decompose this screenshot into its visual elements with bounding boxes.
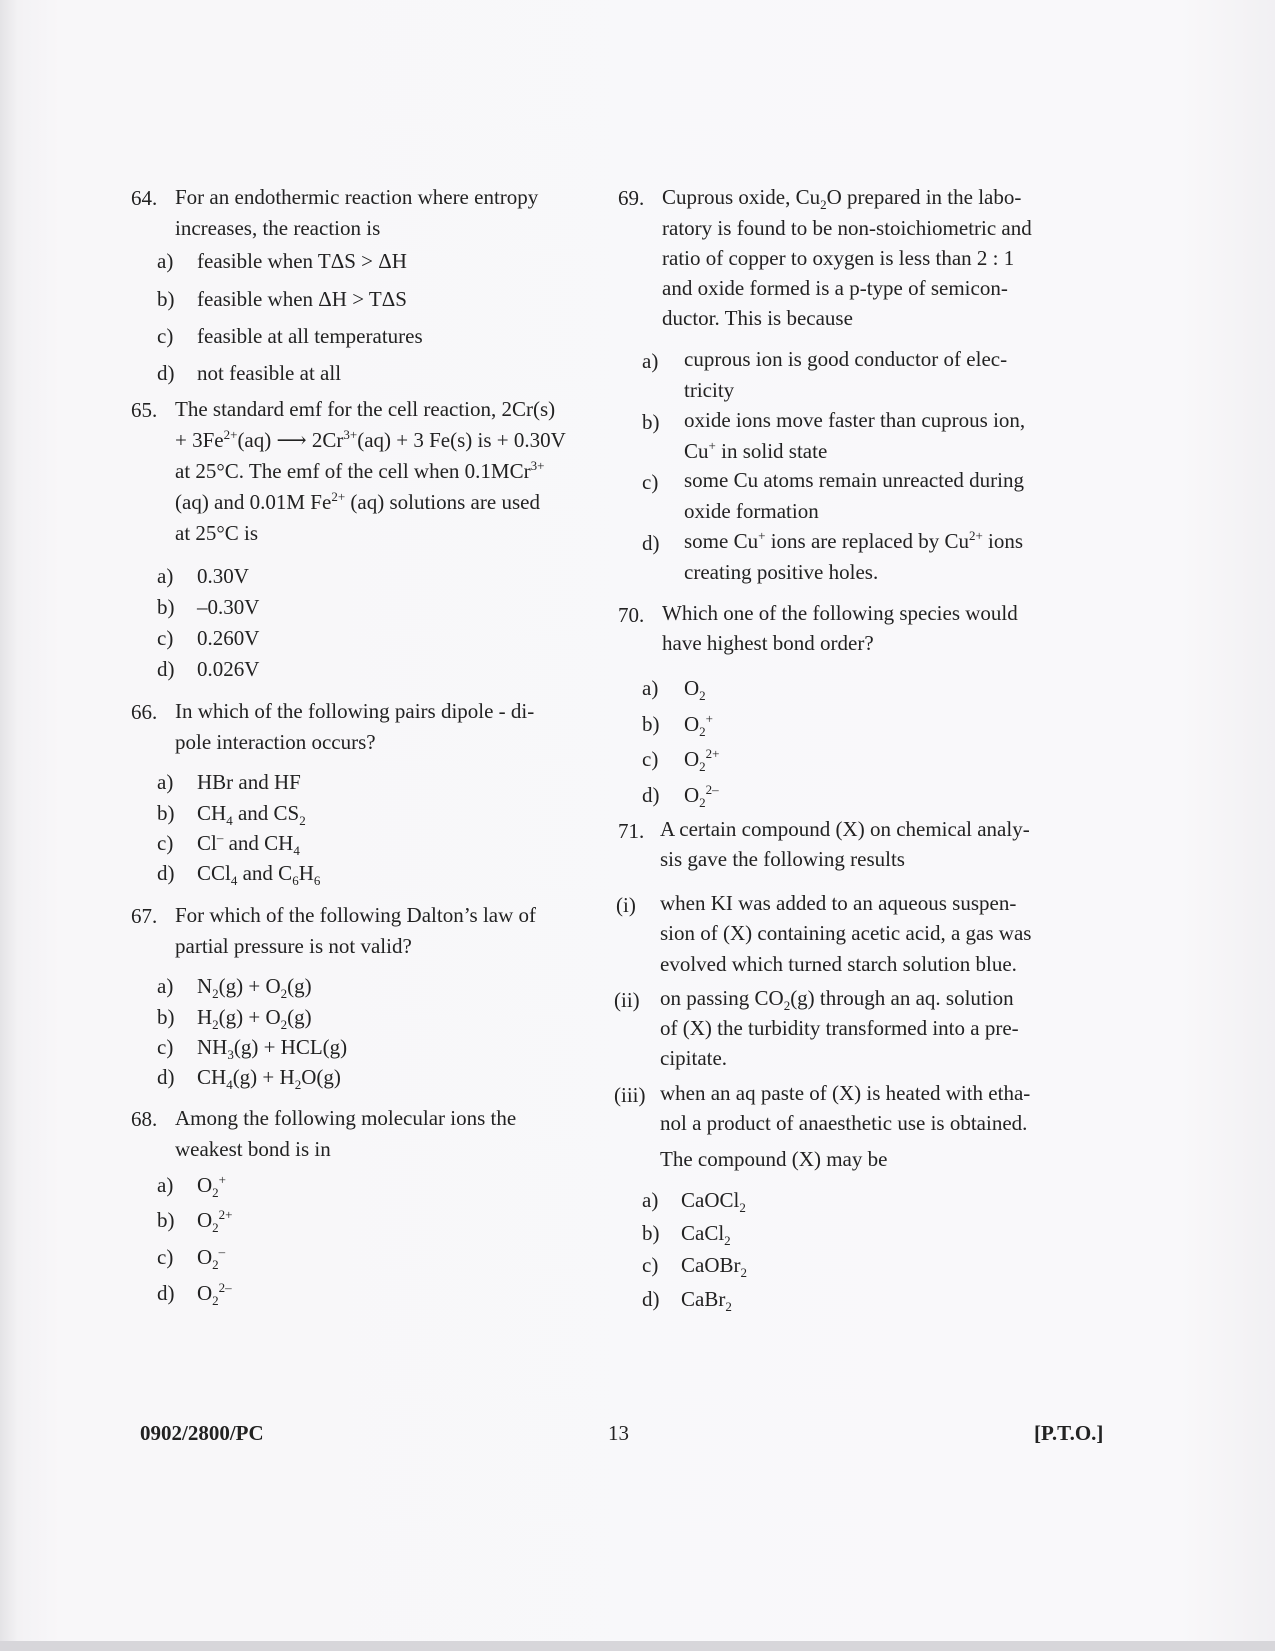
- option-label: d): [157, 361, 175, 385]
- option-text: not feasible at all: [197, 361, 342, 385]
- sub-item-text: on passing $CO_2(g)$ through an aq. solution: [660, 986, 1014, 1014]
- question-text: pole interaction occurs?: [175, 730, 376, 754]
- option-label: b): [157, 287, 175, 311]
- question-text: For which of the following Dalton’s law of: [175, 903, 537, 927]
- option-text: feasible at all temperatures: [197, 324, 423, 348]
- question-number: 67.: [131, 904, 158, 928]
- question-text: In which of the following pairs dipole - di-: [175, 699, 535, 723]
- option-label: b): [157, 1005, 175, 1029]
- question-text: have highest bond order?: [662, 631, 874, 655]
- option-text: HBr and HF: [197, 770, 301, 794]
- question-number: 70.: [618, 603, 645, 627]
- sub-item-label: (ii): [614, 988, 640, 1012]
- option-label: d): [642, 783, 660, 807]
- option-label: a): [157, 1173, 174, 1197]
- option-text: $O_2^{2-}$: [197, 1280, 232, 1309]
- option-text: Cu+ in solid state: [684, 438, 828, 463]
- option-text: $CH_4$ and $CS_2$: [197, 801, 306, 829]
- option-text: CaCl$_2$: [681, 1221, 731, 1249]
- question-number: 65.: [131, 398, 158, 422]
- question-text: For an endothermic reaction where entropy: [175, 185, 539, 209]
- option-label: c): [642, 747, 659, 771]
- option-text: $H_2(g) + O_2(g)$: [197, 1005, 312, 1033]
- question-text: (aq) and 0.01M $Fe^{2+}$ (aq) solutions are used: [175, 489, 540, 514]
- option-text: CaOBr$_2$: [681, 1253, 747, 1281]
- please-turn-over: [P.T.O.]: [1034, 1421, 1104, 1445]
- option-label: d): [157, 1281, 175, 1305]
- option-label: b): [642, 410, 660, 434]
- option-text: feasible when ΔH > TΔS: [197, 287, 407, 311]
- question-text: at 25°C. The emf of the cell when 0.1MCr$^{3+}$: [175, 458, 545, 483]
- option-label: b): [642, 712, 660, 736]
- sub-item-text: cipitate.: [660, 1046, 728, 1070]
- option-label: c): [642, 1253, 659, 1277]
- option-label: c): [642, 470, 659, 494]
- option-label: c): [157, 1245, 174, 1269]
- option-text: cuprous ion is good conductor of elec-: [684, 347, 1008, 371]
- option-text: –0.30V: [197, 595, 260, 619]
- question-text: sis gave the following results: [660, 847, 905, 871]
- option-text: $O_2$: [684, 676, 706, 704]
- sub-item-text: sion of (X) containing acetic acid, a gas was: [660, 921, 1032, 945]
- question-number: 68.: [131, 1107, 158, 1131]
- option-text: 0.260V: [197, 626, 260, 650]
- option-label: a): [642, 676, 659, 700]
- option-text: CaOCl$_2$: [681, 1188, 746, 1216]
- option-text: 0.026V: [197, 657, 260, 681]
- sub-item-text: nol a product of anaesthetic use is obtained.: [660, 1111, 1028, 1135]
- option-text: $O_2^-$: [197, 1244, 226, 1273]
- option-text: CaBr$_2$: [681, 1287, 732, 1315]
- sub-item-text: evolved which turned starch solution blue.: [660, 952, 1017, 976]
- question-text: The standard emf for the cell reaction, 2Cr(s): [175, 397, 556, 421]
- option-text: $O_2^+$: [197, 1172, 227, 1201]
- option-text: $NH_3(g) + HCL(g)$: [197, 1035, 348, 1063]
- option-label: c): [157, 831, 174, 855]
- option-text: feasible when TΔS > ΔH: [197, 249, 407, 273]
- option-text: $O_2^{2+}$: [684, 746, 720, 775]
- sub-item-label: (i): [616, 893, 636, 917]
- question-text: Which one of the following species would: [662, 601, 1018, 625]
- option-label: d): [157, 1065, 175, 1089]
- question-text: + $3Fe^{2+}(aq)$ ⟶ $2Cr^{3+}(aq) + 3$ Fe(s) is + 0.30V: [175, 427, 566, 452]
- option-text: Cl– and $CH_4$: [197, 830, 300, 859]
- option-label: d): [642, 531, 660, 555]
- question-text: increases, the reaction is: [175, 216, 381, 240]
- option-label: a): [642, 1188, 659, 1212]
- option-text: some Cu+ ions are replaced by $Cu^{2+}$ ions: [684, 528, 1024, 553]
- option-text: tricity: [684, 378, 735, 402]
- question-text: weakest bond is in: [175, 1137, 331, 1161]
- option-label: d): [157, 861, 175, 885]
- question-text: A certain compound (X) on chemical analy-: [660, 817, 1030, 841]
- question-number: 64.: [131, 186, 158, 210]
- option-label: a): [157, 249, 174, 273]
- option-label: a): [157, 974, 174, 998]
- option-label: c): [157, 1035, 174, 1059]
- paper-code: 0902/2800/PC: [140, 1421, 264, 1445]
- option-label: b): [157, 595, 175, 619]
- option-label: b): [642, 1221, 660, 1245]
- option-label: b): [157, 1208, 175, 1232]
- question-text: and oxide formed is a p-type of semicon-: [662, 276, 1008, 300]
- sub-item-text: when KI was added to an aqueous suspen-: [660, 891, 1017, 915]
- option-label: c): [157, 324, 174, 348]
- sub-item-text: when an aq paste of (X) is heated with etha-: [660, 1081, 1031, 1105]
- question-text: Cuprous oxide, $Cu_2O$ prepared in the labo-: [662, 185, 1022, 213]
- option-label: c): [157, 626, 174, 650]
- question-number: 66.: [131, 700, 158, 724]
- option-text: $O_2^{2-}$: [684, 782, 719, 811]
- option-text: 0.30V: [197, 564, 249, 588]
- question-text: Among the following molecular ions the: [175, 1106, 517, 1130]
- option-text: creating positive holes.: [684, 560, 879, 584]
- page-number: 13: [608, 1421, 629, 1445]
- question-number: 71.: [618, 819, 645, 843]
- question-number: 69.: [618, 186, 645, 210]
- question-text: ratio of copper to oxygen is less than 2 : 1: [662, 246, 1015, 270]
- option-label: d): [157, 657, 175, 681]
- option-text: $O_2^{2+}$: [197, 1207, 233, 1236]
- sub-item-label: (iii): [614, 1083, 646, 1107]
- option-text: $N_2(g) + O_2(g)$: [197, 974, 312, 1002]
- option-text: oxide formation: [684, 499, 819, 523]
- sub-item-text: The compound (X) may be: [660, 1147, 888, 1171]
- option-label: a): [642, 349, 659, 373]
- page-bottom-edge: [0, 1641, 1275, 1651]
- option-text: some Cu atoms remain unreacted during: [684, 468, 1024, 492]
- question-text: partial pressure is not valid?: [175, 934, 412, 958]
- option-text: $O_2^+$: [684, 711, 714, 740]
- option-label: a): [157, 564, 174, 588]
- question-text: ratory is found to be non-stoichiometric and: [662, 216, 1032, 240]
- option-text: CCl$_4$ and $C_6H_6$: [197, 861, 321, 889]
- option-text: $CH_4(g) + H_2O(g)$: [197, 1065, 341, 1093]
- question-text: at 25°C is: [175, 521, 259, 545]
- option-text: oxide ions move faster than cuprous ion,: [684, 408, 1026, 432]
- sub-item-text: of (X) the turbidity transformed into a pre-: [660, 1016, 1019, 1040]
- option-label: d): [642, 1287, 660, 1311]
- question-text: ductor. This is because: [662, 306, 853, 330]
- option-label: b): [157, 801, 175, 825]
- option-label: a): [157, 770, 174, 794]
